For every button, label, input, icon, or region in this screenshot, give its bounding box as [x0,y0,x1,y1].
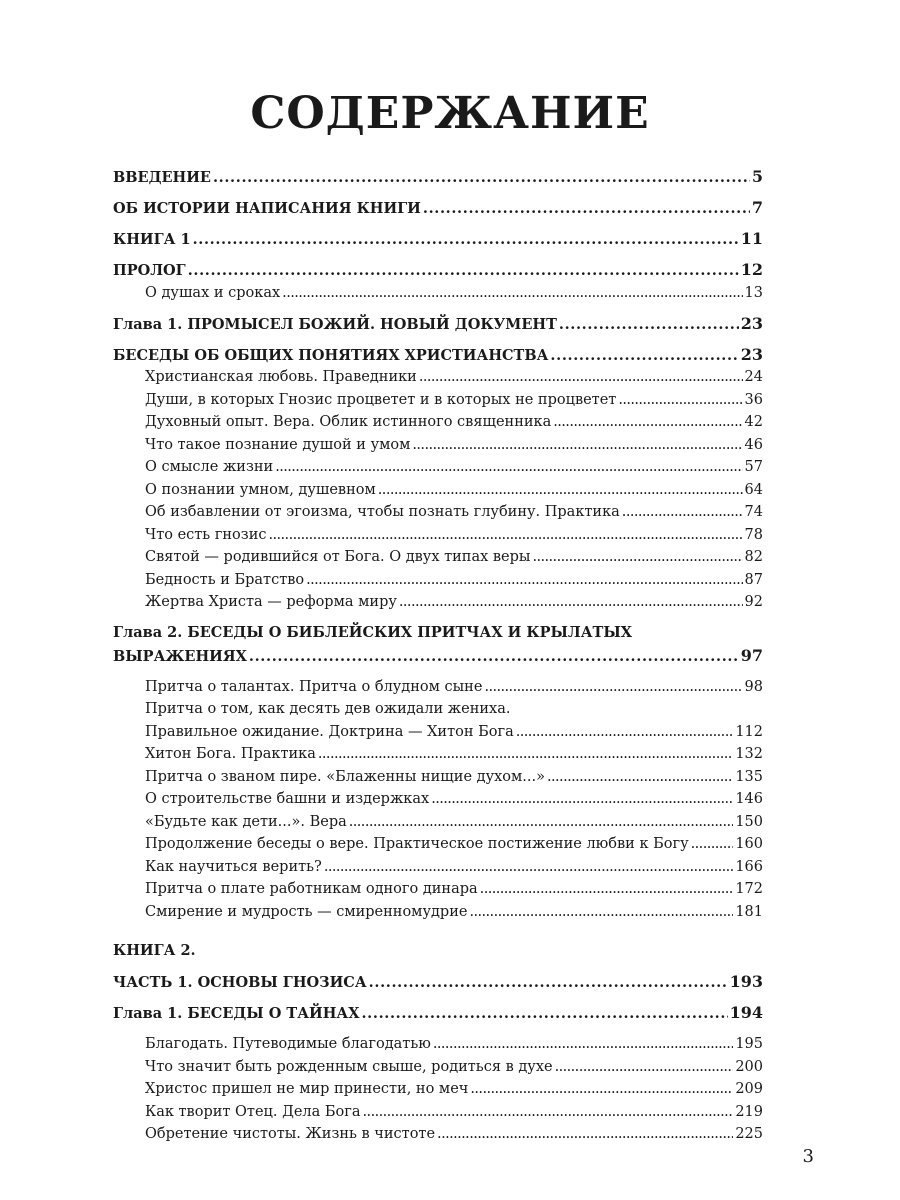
dot-leader [559,314,739,337]
toc-entry-title: Обретение чистоты. Жизнь в чистоте [145,1126,436,1142]
toc-entry-title: Смирение и мудрость — смиренномудрие [145,903,468,920]
toc-entry-title: Христианская любовь. Праведники [145,369,417,385]
toc-entry-title: БЕСЕДЫ ОБ ОБЩИХ ПОНЯТИЯХ ХРИСТИАНСТВА [113,346,549,364]
toc-entry-page: 42 [744,414,763,430]
toc-entry-page: 46 [744,436,763,453]
toc-entry-page: 150 [735,813,763,830]
toc-entry [113,676,763,699]
toc-entry [113,591,763,614]
toc-entry [113,811,763,834]
toc-entry-title: Что такое познание душой и умом [145,436,411,453]
toc-entry [113,721,763,744]
toc-entry [113,856,763,879]
toc-entry [113,344,763,367]
toc-entry-title: Жертва Христа — реформа миру [145,594,397,610]
toc-entry-title: Притча о том, как десять дев ожидали жениха. [145,701,511,717]
toc-entry-title: Благодать. Путеводимые благодатью [145,1036,431,1052]
toc-entry-page: 172 [735,881,763,897]
toc-entry-title: Правильное ожидание. Доктрина — Хитон Бога [145,723,514,740]
toc-entry-page: 24 [744,369,763,385]
dot-leader [369,972,728,995]
toc-entry-title: ПРОЛОГ [113,262,186,279]
dot-leader [213,167,750,190]
dot-leader [268,524,742,547]
dot-leader [419,366,743,389]
toc-entry [113,878,763,901]
toc-entry-page: 146 [735,791,763,807]
toc-entry-title: Христос пришел не мир принести, но меч [145,1081,469,1097]
toc-entry-title: О смысле жизни [145,459,274,475]
dot-leader [550,345,738,368]
toc-entry-page: 87 [744,571,763,588]
toc-entry-page: 74 [744,504,763,520]
page-number: 3 [802,1146,814,1167]
toc-entry-page: 194 [729,1003,763,1022]
toc-entry-page: 132 [735,746,763,762]
toc-entry [113,971,763,994]
dot-leader [193,229,739,252]
toc-entry-page: 225 [735,1126,763,1142]
toc-entry [113,622,763,645]
toc-entry [113,166,763,189]
dot-leader [399,591,743,614]
toc-entry-page: 36 [744,391,763,408]
toc-entry-title: Глава 1. ПРОМЫСЕЛ БОЖИЙ. НОВЫЙ ДОКУМЕНТ [113,315,557,333]
toc-entry-page: 160 [735,836,763,852]
toc-entry-page: 97 [740,645,763,665]
table-of-contents [113,166,763,1146]
toc-entry [113,1056,763,1079]
dot-leader [431,788,733,811]
toc-entry [113,313,763,336]
toc-entry-page: 98 [744,678,763,695]
toc-entry-page: 64 [744,481,763,498]
toc-entry-title: «Будьте как дети...». Вера [145,813,347,830]
dot-leader [423,198,750,221]
dot-leader [412,434,742,457]
toc-entry-page: 181 [735,903,763,920]
dot-leader [249,646,739,669]
toc-entry [113,569,763,592]
toc-entry [113,1078,763,1101]
page-title: СОДЕРЖАНИЕ [250,88,650,139]
toc-entry-title: Что значит быть рожденным свыше, родиться в духе [145,1058,553,1075]
toc-entry-title: ВЫРАЖЕНИЯХ [113,647,247,665]
toc-entry [113,524,763,547]
dot-leader [618,389,742,412]
toc-entry-page: 82 [744,549,763,565]
dot-leader [275,456,742,479]
dot-leader [433,1033,733,1056]
dot-leader [470,1078,733,1101]
toc-entry-title: Как творит Отец. Дела Бога [145,1103,361,1120]
toc-entry-title: ЧАСТЬ 1. ОСНОВЫ ГНОЗИСА [113,974,367,991]
dot-leader [553,411,742,434]
dot-leader [469,901,733,924]
toc-entry-page: 11 [740,229,763,248]
toc-entry [113,228,763,251]
toc-entry-page: 166 [735,858,763,875]
dot-leader [282,282,742,305]
toc-entry [113,546,763,569]
toc-entry [113,389,763,412]
toc-entry [113,1033,763,1056]
toc-entry-title: Что есть гнозис [145,526,267,543]
toc-entry-page: 12 [740,260,763,279]
toc-entry [113,456,763,479]
toc-entry [113,743,763,766]
dot-leader [188,260,739,283]
toc-entry [113,766,763,789]
dot-leader [480,878,734,901]
toc-entry-title: Притча о плате работникам одного динара [145,881,478,897]
toc-entry-page: 195 [735,1036,763,1052]
dot-leader [532,546,742,569]
toc-entry [113,788,763,811]
dot-leader [349,811,734,834]
toc-entry-page: 13 [744,284,763,301]
toc-entry [113,282,763,305]
toc-entry-title: Святой — родившийся от Бога. О двух типах веры [145,549,531,565]
toc-entry-title: Притча о званом пире. «Блаженны нищие духом...» [145,768,545,785]
toc-entry-title: Глава 2. БЕСЕДЫ О БИБЛЕЙСКИХ ПРИТЧАХ И КРЫЛАТЫХ [113,624,632,641]
toc-entry [113,1002,763,1025]
toc-entry-title: О строительстве башни и издержках [145,791,430,807]
toc-entry-page: 23 [740,313,763,333]
toc-entry-page: 57 [744,459,763,475]
toc-entry-title: Души, в которых Гнозис процветет и в которых не процветет [145,391,617,408]
toc-entry-page: 78 [744,526,763,543]
dot-leader [691,833,734,856]
toc-entry-page: 5 [751,167,763,186]
dot-leader [437,1123,733,1146]
toc-entry-title: Бедность и Братство [145,571,305,588]
toc-entry [113,411,763,434]
dot-leader [378,479,743,502]
dot-leader [516,721,734,744]
toc-entry-page: 23 [740,344,763,364]
toc-entry-title: Хитон Бога. Практика [145,746,316,762]
toc-entry [113,1101,763,1124]
toc-entry-page: 200 [735,1058,763,1075]
dot-leader [318,743,733,766]
toc-entry-title: КНИГА 1 [113,231,191,248]
toc-entry-title: О познании умном, душевном [145,481,376,498]
toc-entry-title: ОБ ИСТОРИИ НАПИСАНИЯ КНИГИ [113,200,421,217]
dot-leader [555,1056,734,1079]
toc-entry-title: КНИГА 2. [113,942,196,959]
toc-entry [113,366,763,389]
dot-leader [324,856,734,879]
dot-leader [547,766,733,789]
toc-entry [113,698,763,721]
toc-entry [113,645,763,668]
toc-entry-title: ВВЕДЕНИЕ [113,169,211,186]
toc-entry-page: 7 [751,198,763,217]
toc-entry-title: Продолжение беседы о вере. Практическое постижение любви к Богу [145,836,689,852]
toc-entry-title: Глава 1. БЕСЕДЫ О ТАЙНАХ [113,1005,360,1022]
toc-entry-page: 92 [744,594,763,610]
toc-entry [113,833,763,856]
toc-entry [113,259,763,282]
toc-entry [113,197,763,220]
toc-entry-page: 135 [735,768,763,785]
toc-entry [113,501,763,524]
toc-entry-title: О душах и сроках [145,284,281,301]
toc-entry-page: 209 [735,1081,763,1097]
toc-entry-title: Духовный опыт. Вера. Облик истинного священника [145,414,552,430]
dot-leader [622,501,743,524]
dot-leader [306,569,742,592]
toc-entry-title: Как научиться верить? [145,858,322,875]
toc-entry [113,901,763,924]
toc-entry-title: Притча о талантах. Притча о блудном сыне [145,678,483,695]
toc-entry-page: 112 [735,723,763,740]
toc-entry-page: 219 [735,1103,763,1120]
toc-entry [113,479,763,502]
toc-entry-page: 193 [729,972,763,991]
toc-entry [113,1123,763,1146]
dot-leader [361,1003,727,1026]
toc-entry [113,434,763,457]
toc-entry [113,940,763,963]
dot-leader [484,676,742,699]
dot-leader [363,1101,734,1124]
toc-entry-title: Об избавлении от эгоизма, чтобы познать глубину. Практика [145,504,620,520]
